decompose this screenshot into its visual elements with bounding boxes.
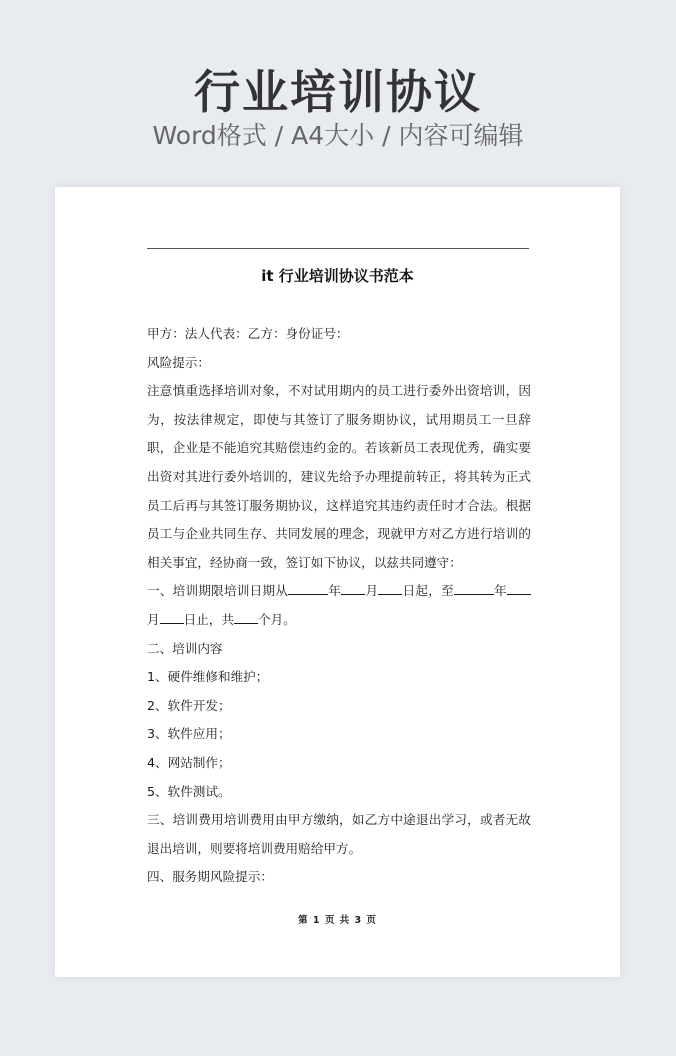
risk-heading: 风险提示： [147,354,210,370]
start-year-blank[interactable] [288,582,328,595]
start-day-blank[interactable] [378,582,402,595]
document-page [55,187,620,977]
day-from-label: 日起，至 [402,583,454,599]
banner-title: 行业培训协议 [194,65,482,119]
section-3-fees: 三、培训费用培训费用由甲方缴纳，如乙方中途退出学习，或者无故退出培训，则要将培训费用赔给甲方。 [147,812,531,856]
section-1-training-period [147,577,531,634]
section-4-heading: 四、服务期风险提示： [147,869,273,885]
document-body [147,320,531,892]
end-year-blank[interactable] [454,582,494,595]
list-item: 5、软件测试。 [147,783,231,799]
section-1-prefix: 一、培训期限培训日期从 [147,583,289,599]
month-label: 月 [365,583,379,599]
year-label: 年 [328,583,342,599]
document-title: it 行业培训协议书范本 [261,267,414,285]
months-label: 个月。 [257,611,296,627]
section-2-heading: 二、培训内容 [147,640,223,656]
page-number: 第 1 页 共 3 页 [298,915,377,926]
list-item: 3、软件应用； [147,726,231,742]
end-month-blank[interactable] [507,582,531,595]
months-count-blank[interactable] [234,611,258,624]
list-item: 2、软件开发； [147,697,231,713]
month-label: 月 [147,611,160,627]
risk-paragraph: 注意慎重选择培训对象，不对试用期内的员工进行委外出资培训，因为，按法律规定，即使与其签订了服务期协议，试用期员工一旦辞职，企业是不能追究其赔偿违约金的。若该新员工表现优秀，确实要出资对其进行委外培训的，建议先给予办理提前转正，将其转为正式员工后再与其签订服务期协议，这样追究其违约责任时才合法。根据员工与企业共同生存、共同发展的理念，现就甲方对乙方进行培训的相关事宜，经协商一致，签订如下协议，以兹共同遵守： [147,383,531,570]
header-rule [147,248,529,249]
day-until-label: 日止，共 [183,611,234,627]
year-label: 年 [493,583,508,599]
start-month-blank[interactable] [341,582,365,595]
parties-line: 甲方：法人代表：乙方：身份证号： [147,326,349,341]
list-item: 1、硬件维修和维护； [147,669,269,685]
banner-subtitle: Word格式 / A4大小 / 内容可编辑 [152,121,524,150]
list-item: 4、网站制作； [147,754,231,770]
end-day-blank[interactable] [160,611,184,624]
